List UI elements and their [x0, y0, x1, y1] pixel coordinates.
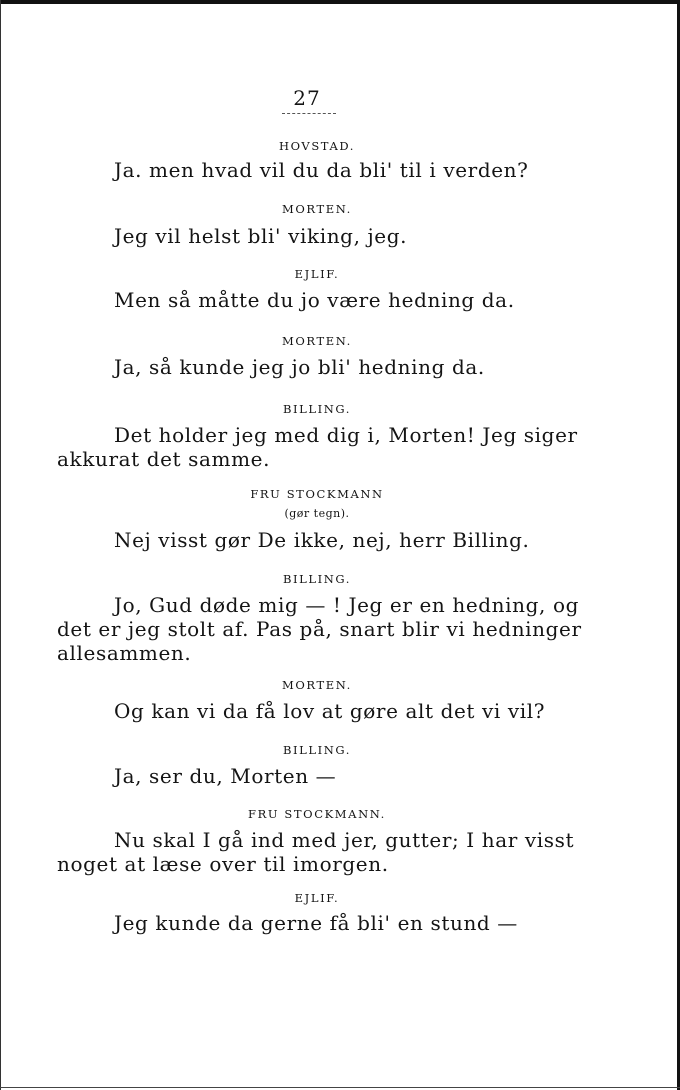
page-number: 27 — [293, 86, 321, 110]
dialogue-line: Jeg kunde da gerne få bli' en stund — — [114, 911, 518, 935]
dialogue-line: Ja, ser du, Morten — — [114, 764, 337, 788]
dialogue-line: Jo, Gud døde mig — ! Jeg er en hedning, og — [114, 593, 579, 617]
speaker-billing: BILLING. — [282, 743, 352, 757]
dialogue-line: allesammen. — [57, 641, 192, 665]
dialogue-line: Ja, så kunde jeg jo bli' hedning da. — [114, 355, 485, 379]
speaker-billing: BILLING. — [282, 402, 352, 416]
dialogue-line: Og kan vi da få lov at gøre alt det vi vil? — [114, 699, 546, 723]
dialogue-line: Jeg vil helst bli' viking, jeg. — [114, 224, 408, 248]
dialogue-line: Ja. men hvad vil du da bli' til i verden? — [114, 158, 529, 182]
speaker-hovstad: HOVSTAD. — [278, 139, 356, 153]
speaker-ejlif: EJLIF. — [294, 891, 340, 905]
dialogue-line: Nu skal I gå ind med jer, gutter; I har visst — [114, 828, 575, 852]
dialogue-line: Nej visst gør De ikke, nej, herr Billing. — [114, 528, 530, 552]
page-border-bottom — [0, 1087, 680, 1088]
speaker-morten: MORTEN. — [282, 334, 352, 348]
speaker-morten: MORTEN. — [282, 678, 352, 692]
speaker-fru-stockmann: FRU STOCKMANN — [250, 487, 384, 501]
speaker-fru-stockmann: FRU STOCKMANN. — [248, 807, 386, 821]
page-border-left — [0, 0, 1, 1090]
dialogue-line: akkurat det samme. — [57, 447, 271, 471]
page-border-top — [0, 0, 680, 4]
speaker-ejlif: EJLIF. — [294, 267, 340, 281]
page-number-rule — [282, 113, 336, 114]
dialogue-line: Men så måtte du jo være hedning da. — [114, 288, 515, 312]
dialogue-line: noget at læse over til imorgen. — [57, 852, 389, 876]
dialogue-line: Det holder jeg med dig i, Morten! Jeg siger — [114, 423, 578, 447]
dialogue-line: det er jeg stolt af. Pas på, snart blir vi hedninger — [57, 617, 582, 641]
speaker-billing: BILLING. — [282, 572, 352, 586]
stage-direction: (gør tegn). — [284, 507, 350, 520]
speaker-morten: MORTEN. — [282, 202, 352, 216]
